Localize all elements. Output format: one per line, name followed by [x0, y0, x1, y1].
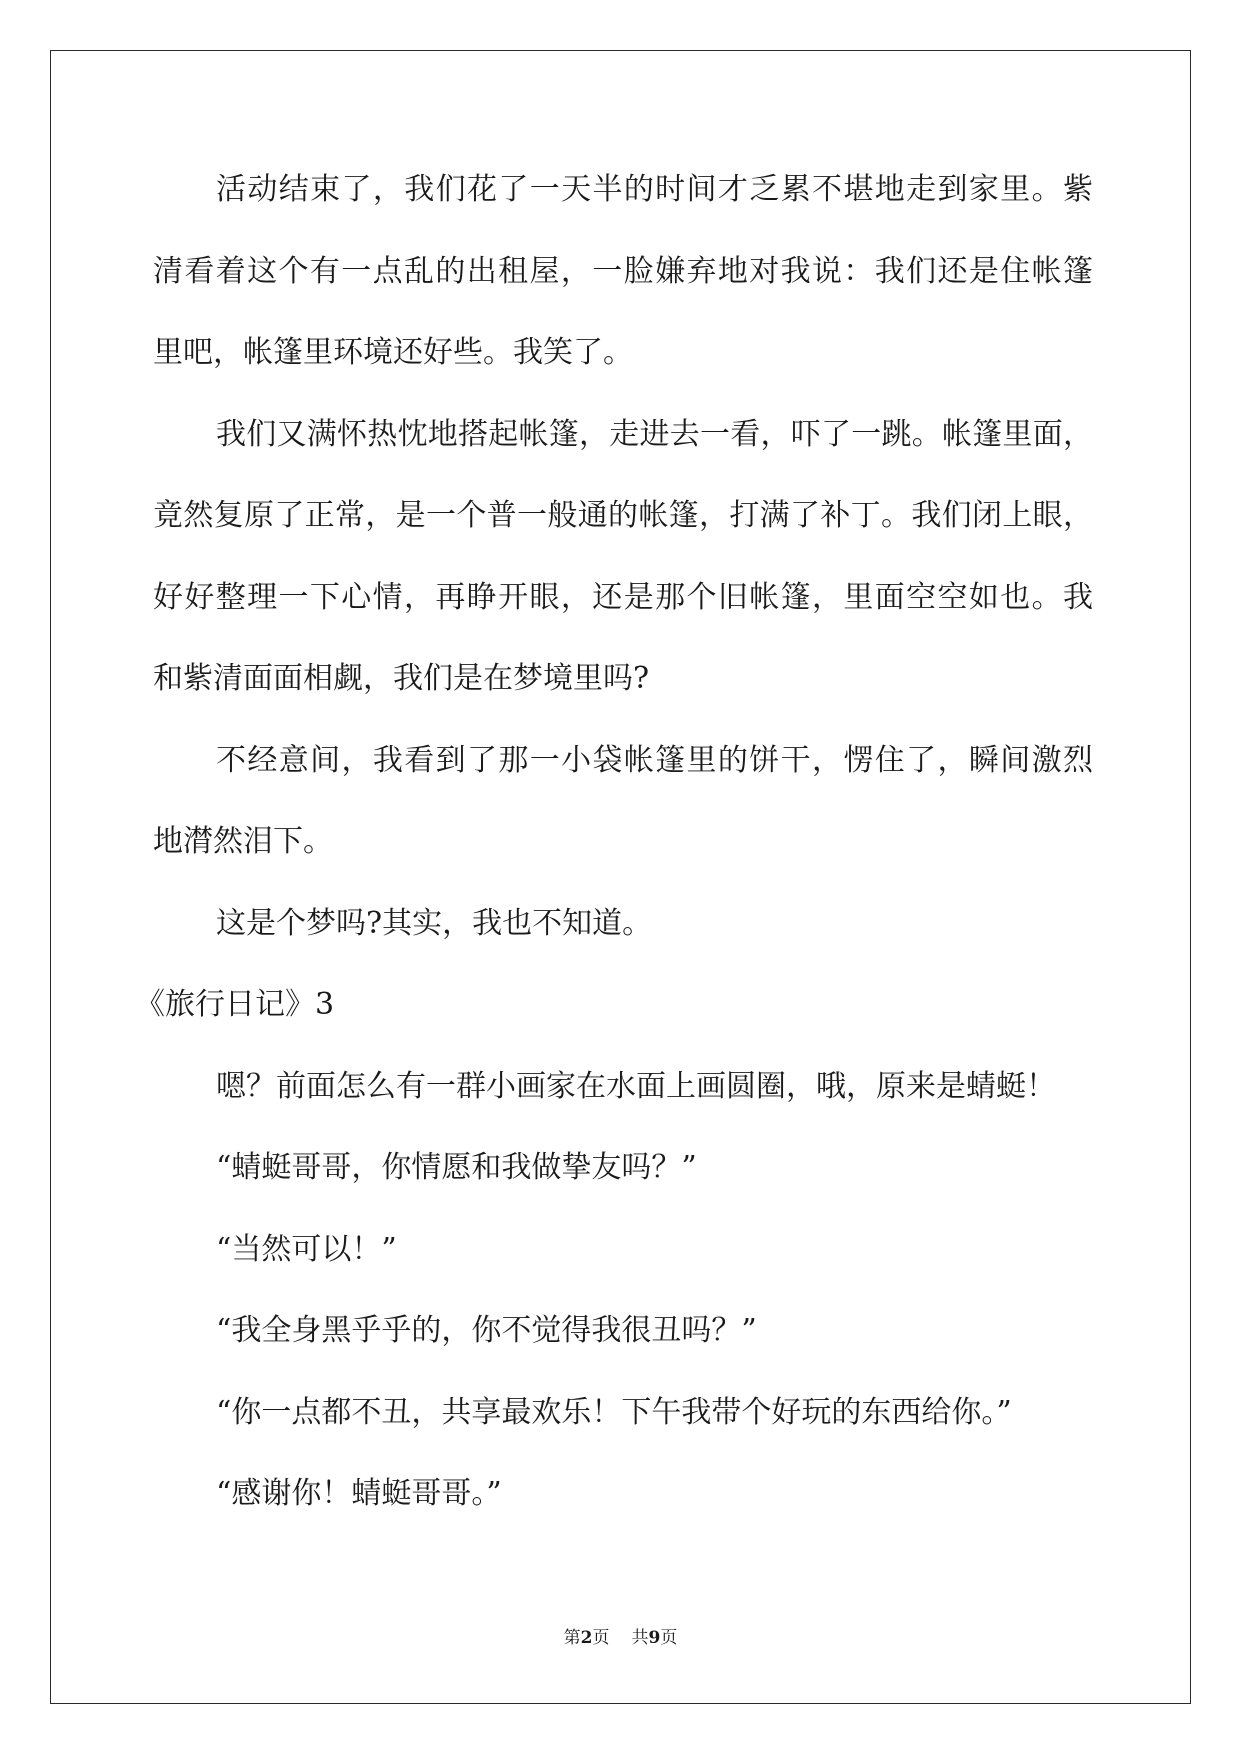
text-line: 地潸然泪下。 — [153, 824, 333, 859]
text-line: 不经意间，我看到了那一小袋帐篷里的饼干，愣住了，瞬间激烈 — [216, 742, 1093, 778]
text-line: 这是个梦吗?其实，我也不知道。 — [216, 905, 653, 941]
text-line: 活动结束了，我们花了一天半的时间才乏累不堪地走到家里。紫 — [216, 172, 1093, 207]
text-line: 嗯？前面怎么有一群小画家在水面上画圆圈，哦，原来是蜻蜓！ — [216, 1068, 1056, 1104]
text-line: 清看着这个有一点乱的出租屋，一脸嫌弃地对我说：我们还是住帐篷 — [153, 253, 1093, 289]
current-page-label — [564, 1628, 610, 1648]
dialogue-paragraph — [153, 1127, 1093, 1209]
page-content — [135, 149, 1093, 1535]
paragraph — [153, 883, 1093, 965]
dialogue-paragraph — [153, 1290, 1093, 1372]
text-line: “你一点都不丑，共享最欢乐！下午我带个好玩的东西给你。” — [216, 1394, 1012, 1430]
text-line: 竟然复原了正常，是一个普一般通的帐篷，打满了补丁。我们闭上眼， — [153, 498, 1093, 533]
text-line: 和紫清面面相觑，我们是在梦境里吗? — [153, 661, 650, 696]
total-pages-label — [632, 1628, 678, 1648]
paragraph — [153, 1046, 1093, 1128]
text-line: 里吧，帐篷里环境还好些。我笑了。 — [153, 335, 633, 370]
text-line: “蜻蜓哥哥，你情愿和我做挚友吗？” — [216, 1150, 697, 1185]
total-pages-number: 9 — [648, 1628, 661, 1648]
text-line: 我们又满怀热忱地搭起帐篷，走进去一看，吓了一跳。帐篷里面， — [216, 416, 1093, 452]
dialogue-paragraph — [153, 1209, 1093, 1291]
page-prefix: 第 — [563, 1628, 581, 1648]
paragraph — [153, 149, 1093, 394]
total-prefix: 共 — [631, 1628, 649, 1648]
text-line: “当然可以！” — [216, 1231, 397, 1267]
page-footer — [0, 1626, 1241, 1650]
dialogue-paragraph — [153, 1372, 1093, 1454]
paragraph — [153, 720, 1093, 883]
text-line: “我全身黑乎乎的，你不觉得我很丑吗？” — [216, 1313, 757, 1348]
current-page-number: 2 — [580, 1628, 593, 1648]
entry-title: 《旅行日记》3 — [135, 987, 335, 1022]
text-line: 好好整理一下心情，再睁开眼，还是那个旧帐篷，里面空空如也。我 — [153, 579, 1093, 615]
paragraph — [153, 394, 1093, 720]
page-suffix: 页 — [592, 1628, 610, 1648]
text-line: “感谢你！蜻蜓哥哥。” — [216, 1476, 502, 1511]
total-suffix: 页 — [660, 1628, 678, 1648]
dialogue-paragraph — [153, 1453, 1093, 1535]
